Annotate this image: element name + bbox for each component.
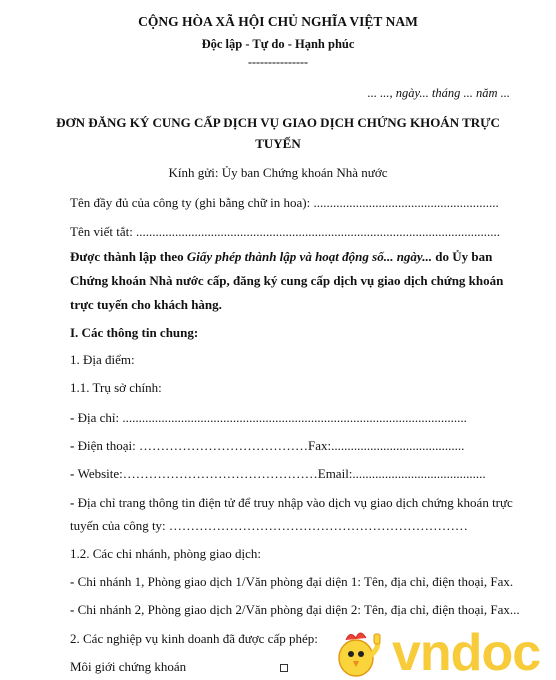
motto-sep-2: - <box>284 37 295 51</box>
branch-1-bullet: - <box>70 574 78 589</box>
website-email-field <box>70 466 486 482</box>
motto-part-1: Độc lập <box>201 37 243 51</box>
address-label: Địa chỉ: .......................................................................................................... <box>77 410 467 425</box>
branch-1-item <box>70 574 513 590</box>
portal-bullet: - <box>70 495 78 510</box>
portal-address-line2: tuyến của công ty: …………………………………………………………… <box>70 518 468 533</box>
chick-mascot-icon <box>339 633 380 676</box>
branch-2-item <box>70 602 520 618</box>
address-field <box>70 410 467 426</box>
brokerage-checkbox[interactable] <box>280 664 288 672</box>
date-line: ... ..., ngày... tháng ... năm ... <box>367 86 510 100</box>
recipient: Kính gửi: Ủy ban Chứng khoán Nhà nước <box>168 165 388 180</box>
brokerage-option <box>70 659 288 675</box>
address-bullet: - <box>70 410 78 425</box>
section-heading-general-info: I. Các thông tin chung: <box>70 325 199 340</box>
licensed-services-heading: 2. Các nghiệp vụ kinh doanh đã được cấp phép: <box>70 631 318 646</box>
vndoc-wordmark: vndoc <box>392 624 541 680</box>
established-paragraph-line2: Chứng khoán Nhà nước cấp, đăng ký cung cấp dịch vụ giao dịch chứng khoán <box>70 273 504 288</box>
motto-sep-1: - <box>242 37 253 51</box>
form-title-line1: ĐƠN ĐĂNG KÝ CUNG CẤP DỊCH VỤ GIAO DỊCH CHỨNG KHOÁN TRỰC <box>56 115 500 130</box>
form-title-line2: TUYẾN <box>255 136 301 151</box>
motto-part-3: Hạnh phúc <box>295 37 355 51</box>
phone-fax-field <box>70 438 464 454</box>
established-paragraph-line3: trực tuyến cho khách hàng. <box>70 297 222 312</box>
motto-part-2: Tự do <box>252 37 285 51</box>
established-text-c: do Ủy ban <box>431 249 493 264</box>
company-short-name-field: Tên viết tắt: ................................................................................................................ <box>70 224 501 239</box>
branch-2-label: Chi nhánh 2, Phòng giao dịch 2/Văn phòng đại diện 2: Tên, địa chỉ, điện thoại, Fax... <box>77 602 520 617</box>
established-text-a: Được thành lập theo <box>70 249 187 264</box>
brokerage-label: Môi giới chứng khoán <box>70 659 187 674</box>
phone-bullet: - <box>70 438 78 453</box>
license-reference: Giấy phép thành lập và hoạt động số... ngày... <box>186 249 432 264</box>
branches-heading: 1.2. Các chi nhánh, phòng giao dịch: <box>70 546 261 561</box>
portal-address-label: Địa chỉ trang thông tin điện tử để truy nhập vào dịch vụ giao dịch chứng khoán trực <box>77 495 513 510</box>
phone-fax-label: Điện thoại: …………………………………Fax:......................................... <box>77 438 465 453</box>
portal-address-line1 <box>70 495 513 511</box>
website-bullet: - <box>70 466 78 481</box>
branch-1-label: Chi nhánh 1, Phòng giao dịch 1/Văn phòng đại diện 1: Tên, địa chỉ, điện thoại, Fax. <box>77 574 514 589</box>
established-paragraph-line1 <box>70 249 492 265</box>
company-full-name-field: Tên đầy đủ của công ty (ghi bằng chữ in hoa): ......................................................... <box>70 195 499 210</box>
header-divider: --------------- <box>248 55 308 69</box>
website-email-label: Website:………………………………………Email:......................................... <box>77 466 486 481</box>
motto <box>0 37 556 52</box>
branch-2-bullet: - <box>70 602 78 617</box>
head-office-heading: 1.1. Trụ sở chính: <box>70 380 162 395</box>
nation-header: CỘNG HÒA XÃ HỘI CHỦ NGHĨA VIỆT NAM <box>138 14 418 29</box>
vndoc-watermark <box>330 618 556 680</box>
location-heading: 1. Địa điểm: <box>70 352 135 367</box>
